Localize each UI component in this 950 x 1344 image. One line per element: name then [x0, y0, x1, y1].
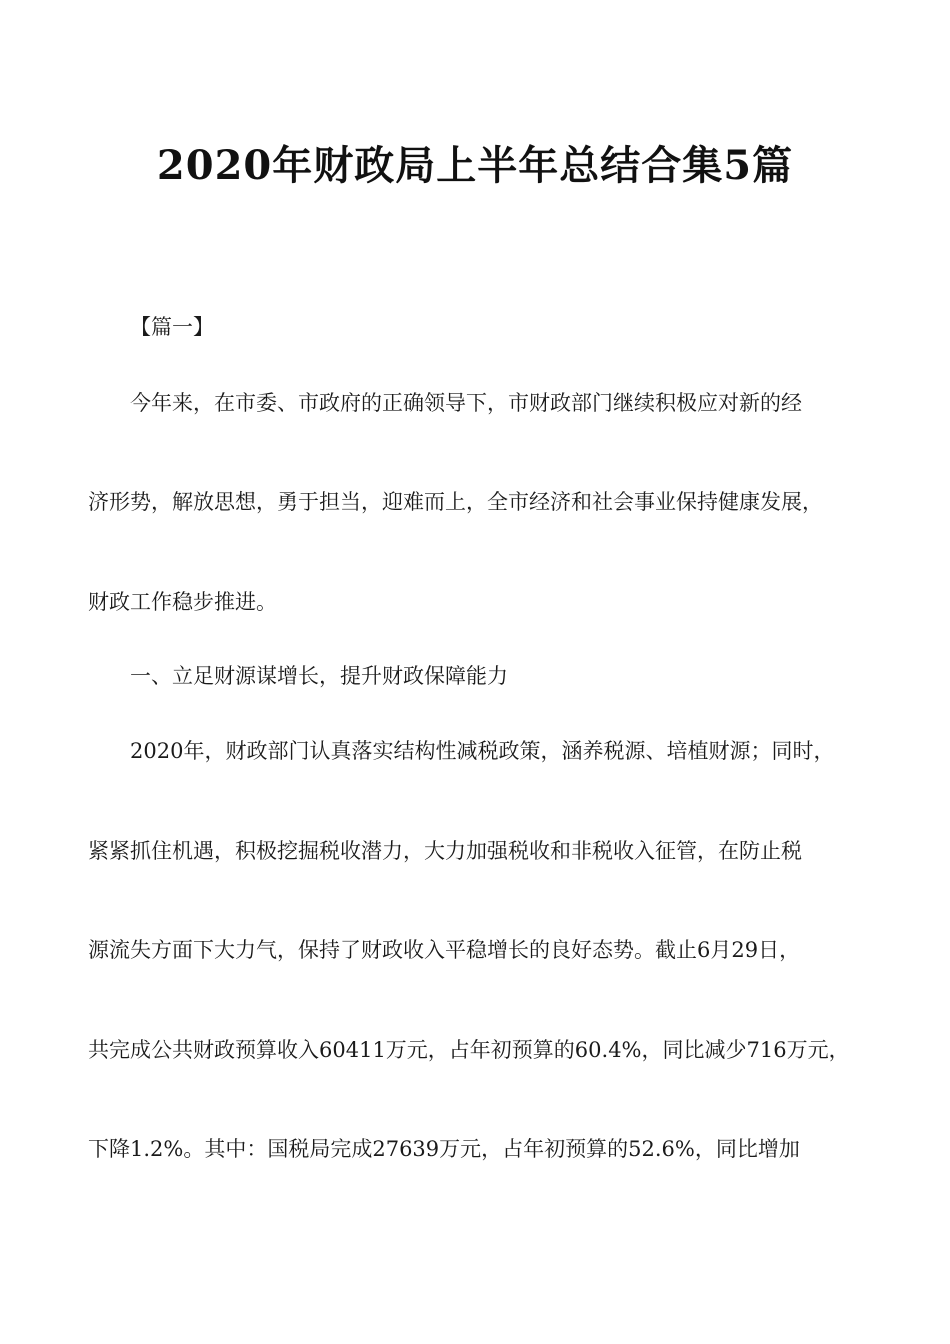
paragraph-line: 济形势，解放思想，勇于担当，迎难而上，全市经济和社会事业保持健康发展，	[88, 490, 823, 514]
paragraph-line: 共完成公共财政预算收入60411万元，占年初预算的60.4%，同比减少716万元，	[88, 1038, 850, 1062]
paragraph-line: 今年来，在市委、市政府的正确领导下，市财政部门继续积极应对新的经	[130, 391, 802, 415]
paragraph-line: 源流失方面下大力气，保持了财政收入平稳增长的良好态势。截止6月29日，	[88, 938, 801, 962]
paragraph-line: 下降1.2%。其中：国税局完成27639万元，占年初预算的52.6%，同比增加	[88, 1137, 800, 1161]
document-title: 2020年财政局上半年总结合集5篇	[156, 142, 794, 189]
paragraph-line: 2020年，财政部门认真落实结构性减税政策，涵养税源、培植财源；同时，	[130, 739, 835, 763]
paragraph-line: 财政工作稳步推进。	[88, 590, 277, 614]
section-label: 【篇一】	[130, 315, 214, 339]
paragraph-line: 紧紧抓住机遇，积极挖掘税收潜力，大力加强税收和非税收入征管，在防止税	[88, 839, 802, 863]
section-heading: 一、立足财源谋增长，提升财政保障能力	[130, 664, 508, 688]
